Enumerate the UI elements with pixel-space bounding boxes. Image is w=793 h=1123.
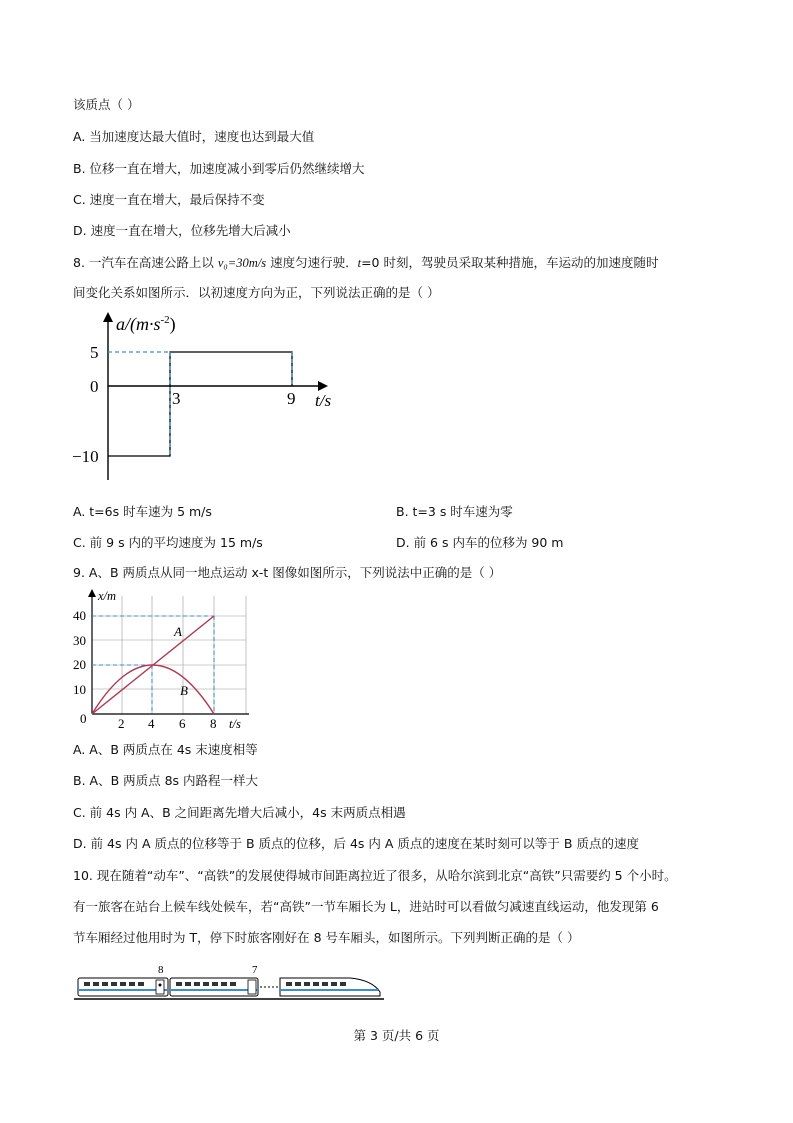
q10-car-label-8: 8 [158, 964, 164, 976]
q9-ytick-30: 30 [73, 633, 86, 648]
q10-door-8 [156, 980, 164, 994]
q9-ylabel: x/m [98, 589, 117, 603]
q8-xlabel: t/s [315, 391, 332, 410]
q9-curve-b [92, 665, 214, 714]
q8-stem-b: 速度匀速行驶． [266, 255, 358, 270]
q8-accel-line [108, 352, 292, 456]
q8-ylabel: $a/(m\cdot s^{-2})$ [116, 314, 176, 334]
q8-ytick-neg10: −10 [72, 447, 99, 466]
q8-xtick-9: 9 [287, 389, 296, 408]
q9-label-a: A [174, 624, 182, 639]
q9-xt-graph [66, 588, 256, 738]
q9-y-arrow [88, 589, 96, 597]
q8-stem-line1 [73, 254, 658, 272]
q10-car-label-7: 7 [252, 964, 258, 976]
q9-ytick-0: 0 [80, 711, 87, 726]
q8-option-c: C. 前 9 s 内的平均速度为 15 m/s [73, 535, 263, 550]
q9-xlabel: t/s [229, 717, 241, 731]
q9-option-b: B. A、B 两质点 8s 内路程一样大 [73, 773, 259, 788]
q8-option-b: B. t=3 s 时车速为零 [396, 504, 513, 519]
q8-ytick-0: 0 [90, 377, 99, 396]
q9-xtick-2: 2 [118, 716, 125, 731]
q9-option-c: C. 前 4s 内 A、B 之间距离先增大后减小，4s 末两质点相遇 [73, 805, 406, 820]
q8-y-arrow [103, 312, 113, 322]
q8-x-arrow [318, 381, 328, 391]
q7-option-a: A. 当加速度达最大值时，速度也达到最大值 [73, 129, 315, 144]
q8-ytick-5: 5 [90, 343, 99, 362]
q8-acceleration-graph [70, 310, 340, 490]
q7-option-c: C. 速度一直在增大，最后保持不变 [73, 192, 265, 207]
q7-stem-tail: 该质点（ ） [73, 97, 140, 112]
q9-xtick-6: 6 [179, 716, 186, 731]
q8-option-d: D. 前 6 s 内车的位移为 90 m [396, 535, 564, 550]
page-footer: 第 3 页/共 6 页 [353, 1028, 440, 1043]
q9-label-b: B [180, 683, 188, 698]
q8-option-a: A. t=6s 时车速为 5 m/s [73, 504, 212, 519]
q9-ytick-40: 40 [73, 608, 86, 623]
q8-unit: m/s [248, 256, 267, 270]
q8-v0: v₀=30 [217, 256, 249, 270]
q10-train-figure [72, 962, 392, 1006]
q10-car-8 [78, 978, 168, 996]
q9-option-d: D. 前 4s 内 A 质点的位移等于 B 质点的位移，后 4s 内 A 质点的速度在某时刻可以等于 B 质点的速度 [73, 836, 639, 851]
q9-ytick-10: 10 [73, 682, 86, 697]
q9-option-a: A. A、B 两质点在 4s 末速度相等 [73, 742, 258, 757]
q10-line2: 有一旅客在站台上候车线处候车，若“高铁”一节车厢长为 L，进站时可以看做匀减速直线运动，他发现第 6 [73, 899, 659, 914]
q10-line1: 10. 现在随着“动车”、“高铁”的发展使得城市间距离拉近了很多，从哈尔滨到北京“高铁”只需要约 5 个小时。 [73, 868, 677, 883]
q10-car-7 [170, 978, 258, 996]
q8-stem-a: 8. 一汽车在高速公路上以 [73, 255, 218, 270]
q9-ytick-20: 20 [73, 657, 86, 672]
q10-door-7 [248, 980, 256, 994]
q8-xtick-3: 3 [172, 389, 181, 408]
q8-stem-c: =0 时刻，驾驶员采取某种措施，车运动的加速度随时 [361, 255, 659, 270]
q10-passenger-icon [159, 984, 162, 987]
q10-line3: 节车厢经过他用时为 T，停下时旅客刚好在 8 号车厢头，如图所示。下列判断正确的是（ ） [73, 930, 580, 945]
q8-stem-line2: 间变化关系如图所示．以初速度方向为正，下列说法正确的是（ ） [73, 285, 440, 300]
q8-t0: t [357, 256, 362, 270]
q9-xtick-8: 8 [210, 716, 217, 731]
q9-xtick-4: 4 [148, 716, 155, 731]
q10-head-car [280, 978, 380, 996]
q7-option-b: B. 位移一直在增大，加速度减小到零后仍然继续增大 [73, 161, 365, 176]
q7-option-d: D. 速度一直在增大，位移先增大后减小 [73, 223, 291, 238]
q10-windows [84, 982, 346, 986]
q9-stem: 9. A、B 两质点从同一地点运动 x-t 图像如图所示，下列说法中正确的是（ ） [73, 565, 502, 580]
